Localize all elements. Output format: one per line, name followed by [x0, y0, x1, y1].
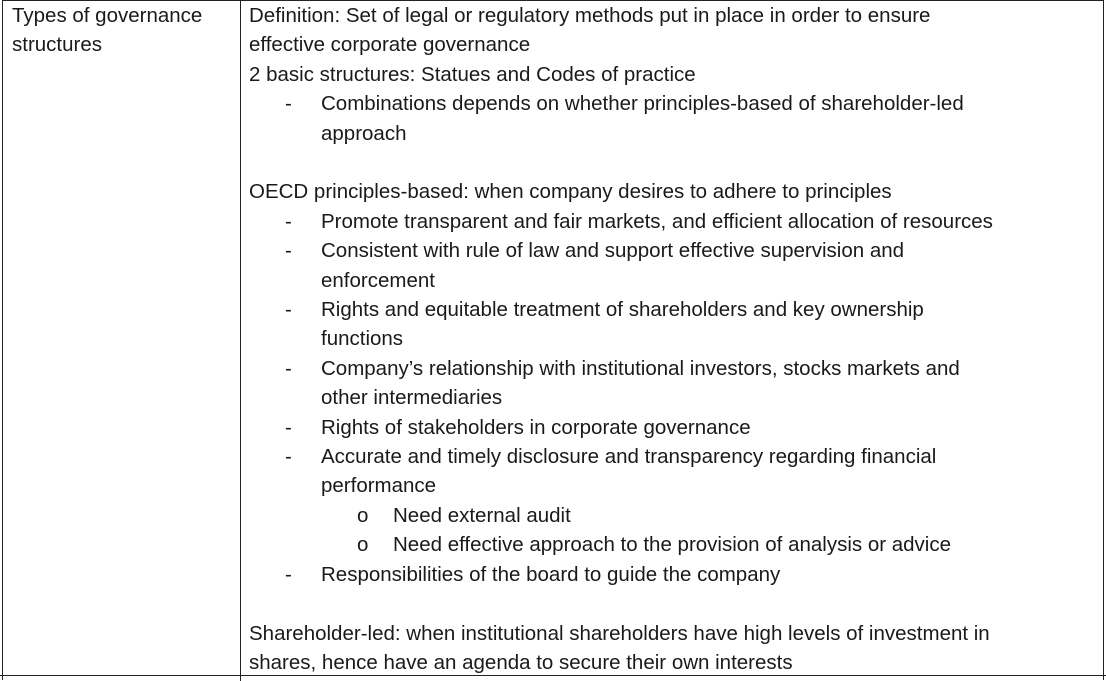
sub-list-item-text: Need external audit [393, 503, 571, 527]
list-item-text: Consistent with rule of law and support effective supervision and [321, 239, 905, 263]
list-item-text: Combinations depends on whether principles-based of shareholder-led [321, 92, 964, 116]
list-item [249, 413, 1101, 442]
list-item-text: approach [321, 121, 407, 145]
definition-line-2: effective corporate governance [249, 33, 531, 57]
list-item [249, 560, 1101, 589]
circle-bullet-icon: o [357, 533, 369, 557]
sub-list-item [249, 501, 1101, 530]
list-item [249, 207, 1101, 236]
list-item-text: Rights and equitable treatment of shareholders and key ownership [321, 298, 924, 322]
list-item-text: Rights of stakeholders in corporate governance [321, 415, 751, 439]
dash-bullet-icon: - [285, 209, 292, 233]
column-divider [240, 1, 241, 681]
dash-bullet-icon: - [285, 562, 292, 586]
list-item [249, 89, 1101, 148]
list-item-text: functions [321, 327, 404, 351]
spacer [249, 589, 1101, 618]
list-item [249, 295, 1101, 354]
spacer [249, 148, 1101, 177]
list-item [249, 354, 1101, 413]
definition-line-1: Definition: Set of legal or regulatory methods put in place in order to ensure [249, 4, 931, 27]
list-item-text: other intermediaries [321, 386, 503, 410]
shareholder-led-line-2: shares, hence have an agenda to secure their own interests [249, 650, 793, 674]
dash-bullet-icon: - [285, 298, 292, 322]
content-cell [249, 1, 1101, 677]
list-item [249, 236, 1101, 295]
dash-bullet-icon: - [285, 239, 292, 263]
sub-list-item-text: Need effective approach to the provision of analysis or advice [393, 533, 952, 557]
label-line-1: Types of governance [12, 4, 203, 27]
label-cell [12, 1, 232, 60]
list-item-text: Accurate and timely disclosure and transparency regarding financial [321, 445, 937, 469]
dash-bullet-icon: - [285, 415, 292, 439]
dash-bullet-icon: - [285, 92, 292, 116]
list-item-text: performance [321, 474, 437, 498]
circle-bullet-icon: o [357, 503, 369, 527]
label-line-2: structures [12, 33, 102, 57]
shareholder-led-line-1: Shareholder-led: when institutional shareholders have high levels of investment in [249, 621, 990, 645]
dash-bullet-icon: - [285, 445, 292, 469]
oecd-heading: OECD principles-based: when company desires to adhere to principles [249, 180, 892, 204]
list-item-text: enforcement [321, 268, 435, 292]
list-item-text: Company’s relationship with institutional investors, stocks markets and [321, 356, 960, 380]
dash-bullet-icon: - [285, 356, 292, 380]
list-item-text: Responsibilities of the board to guide the company [321, 562, 781, 586]
list-item-text: Promote transparent and fair markets, and efficient allocation of resources [321, 209, 993, 233]
sub-list-item [249, 530, 1101, 559]
basic-structures: 2 basic structures: Statues and Codes of practice [249, 62, 696, 86]
list-item [249, 442, 1101, 501]
